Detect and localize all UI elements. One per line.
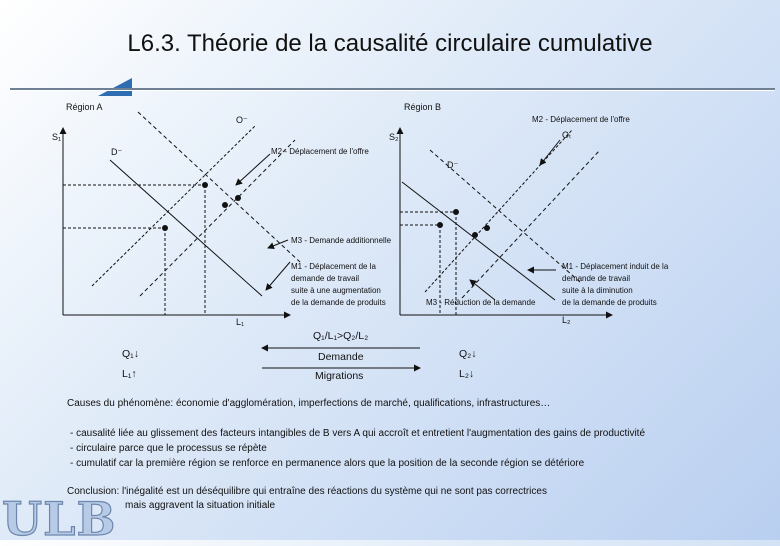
left-equilibrium-4 [162, 225, 168, 231]
bullet-cumulatif: - cumulatif car la première région se renforce en permanence alors que la position de la seconde région se détériore [70, 458, 585, 469]
right-q-change: Q₂↓ [459, 348, 477, 360]
right-equilibrium-3 [472, 232, 478, 238]
causes-text: Causes du phénomène: économie d'agglomération, imperfections de marché, qualifications, infrastructures… [67, 398, 551, 409]
left-equilibrium-2 [222, 202, 228, 208]
bullet-circulaire: - circulaire parce que le processus se répète [70, 443, 267, 454]
left-s1-label: S₁ [52, 132, 62, 142]
demand-flow-label: Demande [318, 351, 364, 363]
right-d-label: D⁻ [447, 160, 459, 170]
left-m1-line-4: de la demande de produits [291, 298, 386, 307]
right-equilibrium-1 [453, 209, 459, 215]
left-l-change: L₁↑ [122, 368, 137, 380]
right-m1-line-2: demande de travail [562, 274, 631, 283]
ulb-logo: ULB [2, 492, 117, 546]
right-l-change: L₂↓ [459, 368, 475, 380]
left-m1-line-1: M1 - Déplacement de la [291, 262, 376, 271]
right-m2-label: M2 - Déplacement de l'offre [532, 115, 630, 124]
right-m3-label: M3 - Réduction de la demande [426, 298, 536, 307]
right-o-label: Oₜ [562, 130, 572, 140]
right-supply-s2 [425, 130, 572, 292]
left-m1-line-2: demande de travail [291, 274, 360, 283]
left-m2-label: M2 - Déplacement de l'offre [271, 147, 369, 156]
right-m1-line-1: M1 - Déplacement induit de la [562, 262, 669, 271]
right-s2-label: S₂ [389, 132, 399, 142]
conclusion-line-2: mais aggravent la situation initiale [125, 500, 276, 511]
left-q-change: Q₁↓ [122, 348, 139, 360]
left-m2-arrow [236, 154, 270, 185]
right-demand-d [402, 182, 555, 300]
right-m3-arrow [470, 280, 495, 300]
left-d-label: D⁻ [111, 147, 123, 157]
left-region-label: Région A [66, 102, 103, 112]
productivity-ratio: Q₁/L₁>Q₂/L₂ [313, 330, 369, 342]
left-o-label: O⁻ [236, 115, 248, 125]
conclusion-line-1: Conclusion: l'inégalité est un déséquilibre qui entraîne des réactions du système qui ne sont pas correctrices [67, 486, 547, 497]
right-equilibrium-2 [437, 222, 443, 228]
slide-title: L6.3. Théorie de la causalité circulaire cumulative [127, 30, 653, 57]
left-equilibrium-3 [235, 195, 241, 201]
left-m1-line-3: suite à une augmentation [291, 286, 381, 295]
migration-flow-label: Migrations [315, 370, 364, 382]
left-equilibrium-1 [202, 182, 208, 188]
right-m1-line-4: de la demande de produits [562, 298, 657, 307]
left-demand-d [110, 160, 262, 296]
left-m3-label: M3 - Demande additionnelle [291, 236, 392, 245]
bullet-causalite: - causalité liée au glissement des facteurs intangibles de B vers A qui accroît et entretient l'augmentation des gains de productivité [70, 428, 646, 439]
left-m1-arrow [266, 262, 290, 290]
right-m1-line-3: suite à la diminution [562, 286, 633, 295]
right-l-label: L₂ [562, 315, 571, 325]
right-region-label: Région B [404, 102, 442, 112]
right-m2-arrow [540, 140, 560, 165]
left-demand-shifted [138, 112, 300, 262]
right-equilibrium-4 [484, 225, 490, 231]
left-l-label: L₁ [236, 317, 245, 327]
